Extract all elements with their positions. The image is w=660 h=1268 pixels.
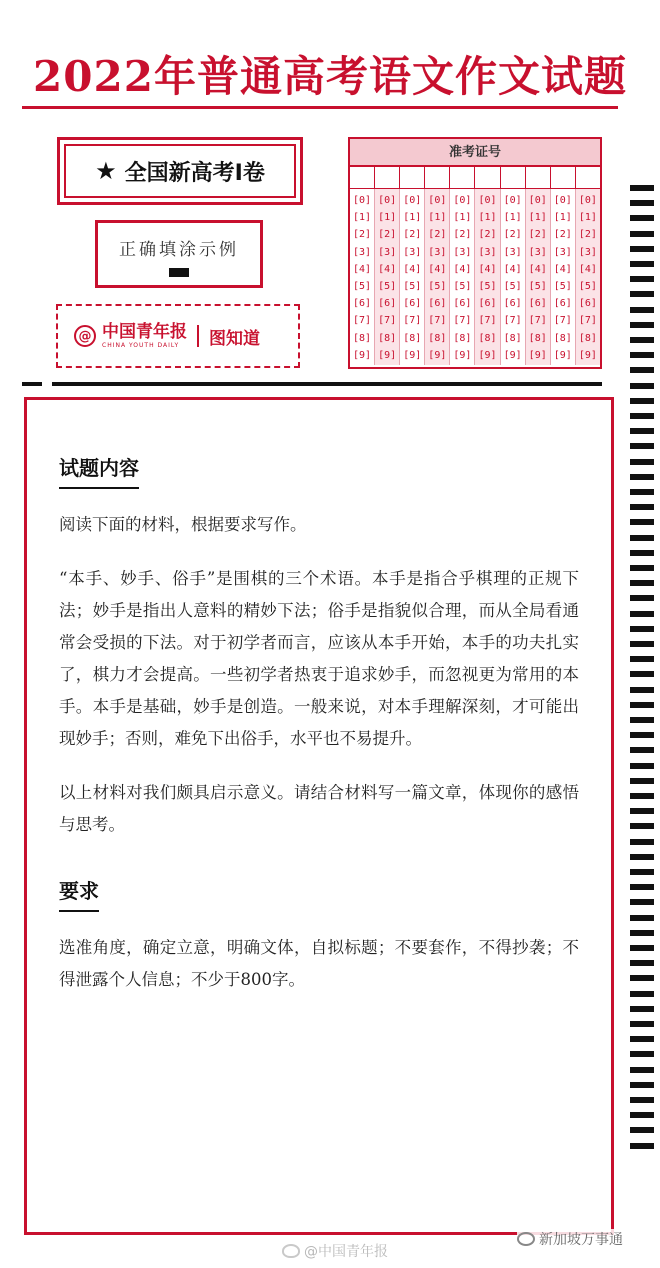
ticket-digit-column (400, 189, 425, 365)
ticket-digit: [9] (553, 349, 572, 361)
ticket-digit: [1] (428, 212, 447, 224)
timing-mark (630, 1006, 654, 1012)
ticket-digit-column (450, 189, 475, 365)
question-content-box (24, 397, 614, 1235)
ticket-digit: [9] (503, 349, 522, 361)
ticket-digit: [0] (578, 195, 597, 206)
divider-dash (22, 382, 42, 386)
timing-mark (630, 565, 654, 571)
admission-ticket-grid (348, 137, 602, 369)
timing-mark (630, 215, 654, 221)
title-underline (22, 106, 618, 109)
ticket-digit: [3] (553, 246, 572, 258)
weibo-watermark-text: @中国青年报 (304, 1244, 388, 1260)
ticket-digit: [3] (528, 246, 547, 258)
ticket-digit: [9] (578, 349, 597, 361)
ticket-digit: [8] (503, 332, 522, 344)
ticket-digit: [3] (453, 246, 472, 258)
ticket-digit: [4] (578, 263, 597, 275)
timing-mark (630, 1112, 654, 1118)
timing-mark (630, 1127, 654, 1133)
ticket-digit: [4] (553, 263, 572, 275)
ticket-digit: [3] (353, 246, 372, 258)
requirements-paragraph: 选准角度，确定立意，明确文体，自拟标题；不要套作，不得抄袭；不得泄露个人信息；不少于800字。 (59, 938, 579, 989)
ticket-digit: [2] (528, 229, 547, 241)
ticket-digit-column (576, 189, 600, 365)
timing-mark (630, 200, 654, 206)
ticket-digit: [6] (503, 298, 522, 310)
ticket-digit: [2] (453, 229, 472, 241)
ticket-digit: [3] (378, 246, 397, 258)
timing-marks-strip (630, 185, 654, 1160)
wechat-watermark (517, 1229, 623, 1249)
ticket-digit: [6] (528, 298, 547, 310)
ticket-digit-column (375, 189, 400, 365)
ticket-digit: [1] (578, 212, 597, 224)
ticket-digit: [0] (428, 195, 447, 206)
divider-line (52, 382, 602, 386)
ticket-digit: [9] (453, 349, 472, 361)
timing-mark (630, 595, 654, 601)
ticket-digit: [9] (403, 349, 422, 361)
intro-paragraph: 阅读下面的材料，根据要求写作。 (59, 515, 307, 534)
timing-mark (630, 656, 654, 662)
ticket-entry-box (425, 167, 450, 188)
ticket-digit: [2] (403, 229, 422, 241)
star-icon: ★ (95, 157, 117, 185)
ticket-digit: [7] (478, 315, 497, 327)
ticket-digit: [3] (578, 246, 597, 258)
ticket-digit: [7] (428, 315, 447, 327)
ticket-entry-box (375, 167, 400, 188)
at-icon: @ (74, 325, 96, 347)
ticket-digit: [4] (403, 263, 422, 275)
timing-mark (630, 915, 654, 921)
timing-mark (630, 1067, 654, 1073)
timing-mark (630, 489, 654, 495)
ticket-digit: [7] (378, 315, 397, 327)
ticket-entry-boxes (350, 167, 600, 189)
ticket-digit: [9] (528, 349, 547, 361)
ticket-digit: [5] (503, 280, 522, 292)
logo-divider (197, 325, 199, 347)
ticket-digit: [8] (378, 332, 397, 344)
timing-mark (630, 854, 654, 860)
ticket-digit: [7] (503, 315, 522, 327)
logo-partner: 图知道 (209, 328, 260, 349)
filled-mark-sample (169, 268, 189, 277)
ticket-digit: [1] (478, 212, 497, 224)
ticket-digit: [9] (478, 349, 497, 361)
ticket-digit-column (475, 189, 500, 365)
timing-mark (630, 504, 654, 510)
timing-mark (630, 702, 654, 708)
ticket-digit: [3] (428, 246, 447, 258)
timing-mark (630, 398, 654, 404)
ticket-digit: [1] (503, 212, 522, 224)
ticket-digit: [0] (353, 195, 372, 206)
ticket-entry-box (551, 167, 576, 188)
ticket-digit: [6] (403, 298, 422, 310)
ticket-digit: [4] (453, 263, 472, 275)
task-paragraph: 以上材料对我们颇具启示意义。请结合材料写一篇文章，体现你的感悟与思考。 (59, 783, 579, 834)
ticket-digit: [9] (428, 349, 447, 361)
ticket-digit: [6] (353, 298, 372, 310)
timing-mark (630, 291, 654, 297)
ticket-digit: [6] (578, 298, 597, 310)
timing-mark (630, 367, 654, 373)
timing-mark (630, 975, 654, 981)
timing-mark (630, 747, 654, 753)
section-heading-requirements: 要求 (59, 875, 99, 912)
timing-mark (630, 413, 654, 419)
ticket-digit: [0] (403, 195, 422, 206)
timing-mark (630, 960, 654, 966)
ticket-digit: [5] (353, 280, 372, 292)
page-title: 2022年普通高考语文作文试题 (33, 52, 627, 101)
timing-mark (630, 641, 654, 647)
ticket-digit: [4] (378, 263, 397, 275)
timing-mark (630, 823, 654, 829)
material-paragraph: “本手、妙手、俗手”是围棋的三个术语。本手是指合乎棋理的正规下法；妙手是指出人意料的精妙下法；俗手是指貌似合理，而从全局看通常会受损的下法。对于初学者而言，应该从本手开始，本手的功夫扎实了，棋力才会提高。一些初学者热衷于追求妙手，而忽视更为常用的本手。本手是基础，妙手是创造。一般来说，对本手理解深刻，才可能出现妙手；否则，难免下出俗手，水平也不易提升。 (59, 569, 579, 748)
ticket-digit: [2] (578, 229, 597, 241)
ticket-entry-box (526, 167, 551, 188)
ticket-digit: [1] (378, 212, 397, 224)
ticket-digit: [6] (453, 298, 472, 310)
logo-name-cn: 中国青年报 (102, 321, 187, 342)
ticket-digit: [7] (553, 315, 572, 327)
timing-mark (630, 246, 654, 252)
ticket-digit: [6] (478, 298, 497, 310)
ticket-digit: [5] (578, 280, 597, 292)
ticket-digit: [7] (453, 315, 472, 327)
timing-mark (630, 337, 654, 343)
ticket-digit: [8] (353, 332, 372, 344)
ticket-digit: [9] (378, 349, 397, 361)
ticket-digit: [2] (378, 229, 397, 241)
wechat-watermark-text: 新加坡万事通 (539, 1232, 623, 1248)
ticket-digit: [7] (528, 315, 547, 327)
weibo-watermark (282, 1241, 388, 1261)
timing-mark (630, 763, 654, 769)
timing-mark (630, 459, 654, 465)
ticket-digit: [2] (553, 229, 572, 241)
ticket-digit: [5] (428, 280, 447, 292)
timing-mark (630, 626, 654, 632)
ticket-digit: [7] (353, 315, 372, 327)
ticket-digit: [1] (528, 212, 547, 224)
fill-example-box (95, 220, 263, 288)
ticket-digit: [6] (378, 298, 397, 310)
ticket-entry-box (450, 167, 475, 188)
timing-mark (630, 261, 654, 267)
ticket-digit: [0] (378, 195, 397, 206)
ticket-digit: [8] (478, 332, 497, 344)
ticket-digit: [0] (453, 195, 472, 206)
timing-mark (630, 1036, 654, 1042)
timing-mark (630, 474, 654, 480)
timing-mark (630, 352, 654, 358)
exam-type-box (57, 137, 303, 205)
ticket-digit: [4] (478, 263, 497, 275)
ticket-digit: [8] (428, 332, 447, 344)
timing-mark (630, 869, 654, 875)
timing-mark (630, 535, 654, 541)
ticket-digit: [4] (353, 263, 372, 275)
ticket-entry-box (475, 167, 500, 188)
ticket-digit-columns (350, 189, 600, 365)
ticket-digit: [0] (553, 195, 572, 206)
ticket-digit: [8] (578, 332, 597, 344)
ticket-digit: [3] (478, 246, 497, 258)
ticket-digit: [5] (378, 280, 397, 292)
timing-mark (630, 899, 654, 905)
timing-mark (630, 793, 654, 799)
timing-mark (630, 276, 654, 282)
ticket-digit: [1] (553, 212, 572, 224)
fill-example-label: 正确填涂示例 (119, 240, 239, 260)
timing-mark (630, 778, 654, 784)
timing-mark (630, 1021, 654, 1027)
timing-mark (630, 611, 654, 617)
ticket-digit: [5] (528, 280, 547, 292)
timing-mark (630, 687, 654, 693)
exam-type-label: 全国新高考Ⅰ卷 (124, 160, 265, 186)
ticket-digit-column (425, 189, 450, 365)
ticket-digit: [5] (403, 280, 422, 292)
ticket-digit: [7] (578, 315, 597, 327)
ticket-digit: [0] (528, 195, 547, 206)
section-heading-content: 试题内容 (59, 452, 139, 489)
weibo-icon (282, 1244, 300, 1258)
timing-mark (630, 428, 654, 434)
timing-mark (630, 443, 654, 449)
ticket-digit: [6] (428, 298, 447, 310)
ticket-digit: [4] (428, 263, 447, 275)
ticket-digit: [8] (528, 332, 547, 344)
ticket-digit: [4] (528, 263, 547, 275)
ticket-entry-box (350, 167, 375, 188)
timing-mark (630, 1097, 654, 1103)
ticket-title: 准考证号 (350, 139, 600, 167)
timing-mark (630, 808, 654, 814)
ticket-digit-column (501, 189, 526, 365)
ticket-digit: [8] (553, 332, 572, 344)
timing-mark (630, 550, 654, 556)
ticket-digit: [1] (403, 212, 422, 224)
ticket-entry-box (501, 167, 526, 188)
ticket-digit: [2] (503, 229, 522, 241)
ticket-digit: [7] (403, 315, 422, 327)
timing-mark (630, 1143, 654, 1149)
timing-mark (630, 519, 654, 525)
ticket-digit-column (551, 189, 576, 365)
ticket-digit-column (526, 189, 551, 365)
timing-mark (630, 322, 654, 328)
ticket-digit: [8] (453, 332, 472, 344)
timing-mark (630, 383, 654, 389)
ticket-digit: [5] (553, 280, 572, 292)
ticket-digit: [0] (478, 195, 497, 206)
timing-mark (630, 1082, 654, 1088)
timing-mark (630, 945, 654, 951)
ticket-digit: [2] (353, 229, 372, 241)
ticket-digit: [8] (403, 332, 422, 344)
ticket-digit-column (350, 189, 375, 365)
timing-mark (630, 884, 654, 890)
ticket-digit: [3] (503, 246, 522, 258)
timing-mark (630, 580, 654, 586)
ticket-digit: [1] (353, 212, 372, 224)
ticket-digit: [5] (478, 280, 497, 292)
ticket-digit: [9] (353, 349, 372, 361)
ticket-digit: [6] (553, 298, 572, 310)
logo-name-en: CHINA YOUTH DAILY (102, 341, 180, 349)
timing-mark (630, 671, 654, 677)
timing-mark (630, 307, 654, 313)
timing-mark (630, 231, 654, 237)
ticket-digit: [2] (478, 229, 497, 241)
timing-mark (630, 1051, 654, 1057)
ticket-digit: [1] (453, 212, 472, 224)
timing-mark (630, 732, 654, 738)
timing-mark (630, 185, 654, 191)
ticket-digit: [4] (503, 263, 522, 275)
timing-mark (630, 839, 654, 845)
wechat-icon (517, 1232, 535, 1246)
ticket-digit: [5] (453, 280, 472, 292)
ticket-digit: [0] (503, 195, 522, 206)
publisher-logo (56, 304, 300, 368)
ticket-digit: [3] (403, 246, 422, 258)
timing-mark (630, 930, 654, 936)
ticket-entry-box (400, 167, 425, 188)
ticket-entry-box (576, 167, 600, 188)
timing-mark (630, 991, 654, 997)
ticket-digit: [2] (428, 229, 447, 241)
timing-mark (630, 717, 654, 723)
